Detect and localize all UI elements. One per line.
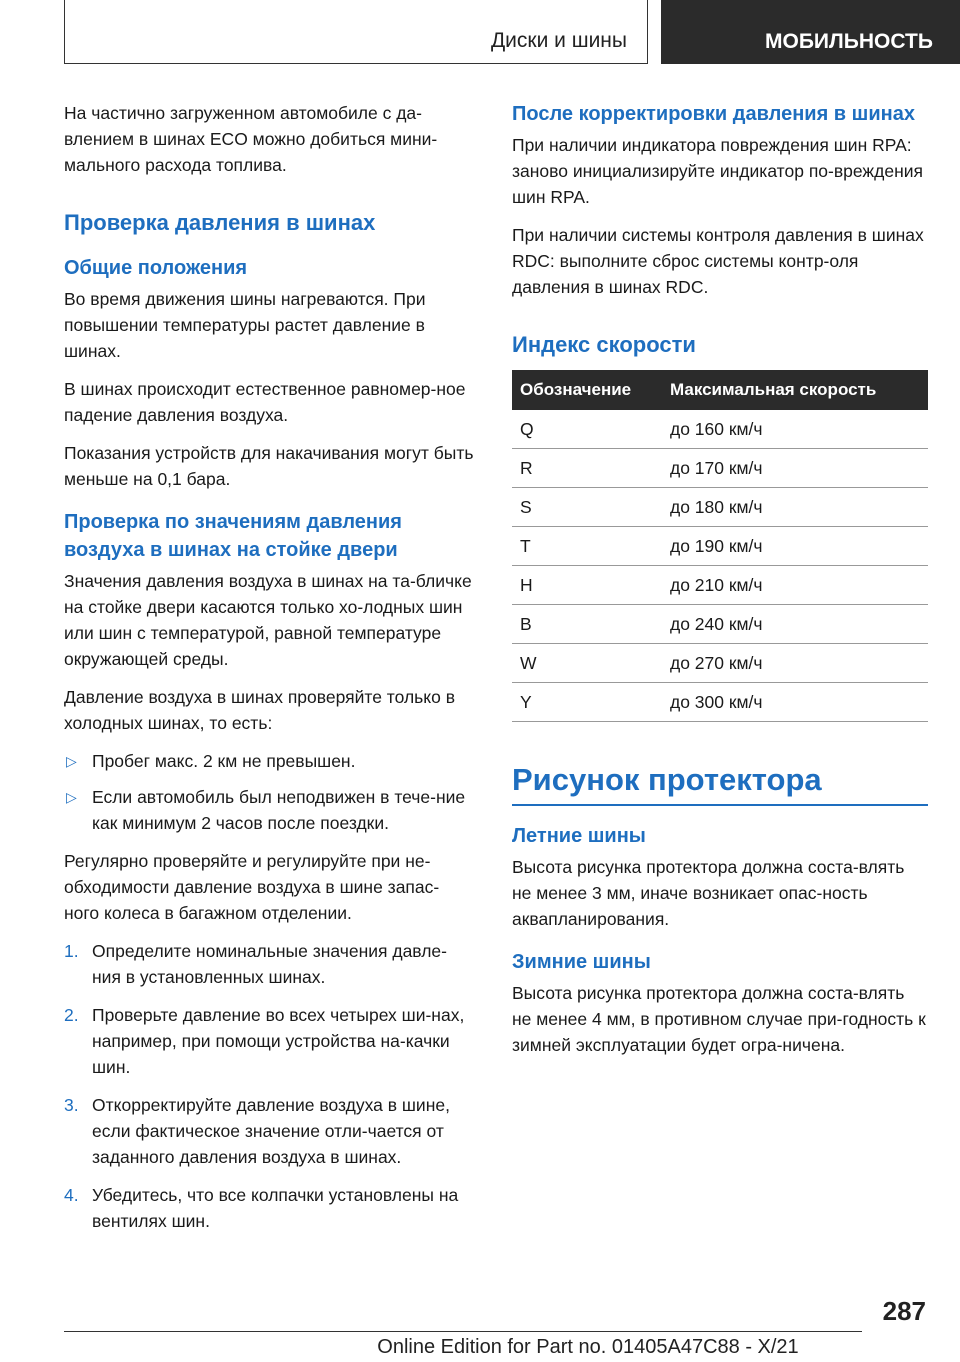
step-number: 4. — [64, 1185, 79, 1205]
door-paragraph-2: Давление воздуха в шинах проверяйте только в холодных шинах, то есть: — [64, 687, 456, 733]
list-item — [64, 784, 474, 836]
left-column — [64, 100, 474, 1246]
table-row — [512, 683, 928, 722]
table-row — [512, 449, 928, 488]
step-text: Откорректируйте давление воздуха в шине, если фактическое значение отли-чается от заданного давления воздуха в шинах. — [92, 1095, 450, 1167]
table-row — [512, 410, 928, 449]
winter-paragraph: Высота рисунка протектора должна соста-влять не менее 4 мм, в противном случае при-годность к зимней эксплуатации будет огра-ничена. — [512, 983, 926, 1055]
heading-summer-tires: Летние шины — [512, 825, 646, 847]
page-number: 287 — [882, 1296, 926, 1326]
speed-code-cell: W — [512, 644, 662, 683]
column-header-max-speed: Максимальная скорость — [662, 370, 928, 410]
step-item — [64, 1092, 474, 1170]
right-column — [512, 100, 928, 1070]
after-paragraph-1: При наличии индикатора повреждения шин RPA: заново инициализируйте индикатор по-вреждения шин RPA. — [512, 135, 923, 207]
speed-code-cell: B — [512, 605, 662, 644]
table-row — [512, 566, 928, 605]
step-number: 2. — [64, 1005, 79, 1025]
heading-winter-tires: Зимние шины — [512, 951, 651, 973]
speed-code-cell: R — [512, 449, 662, 488]
column-header-code: Обозначение — [512, 370, 662, 410]
intro-paragraph: На частично загруженном автомобиле с да-влением в шинах ECO можно добиться мини-мального расхода топлива. — [64, 103, 438, 175]
after-paragraph-2: При наличии системы контроля давления в шинах RDC: выполните сброс системы контр-оля давления в шинах RDC. — [512, 225, 924, 297]
general-paragraph-1: Во время движения шины нагреваются. При повышении температуры растет давление в шинах. — [64, 289, 426, 361]
speed-value-cell: до 170 км/ч — [662, 449, 928, 488]
speed-value-cell: до 240 км/ч — [662, 605, 928, 644]
door-paragraph-1: Значения давления воздуха в шинах на та-бличке на стойке двери касаются только хо-лодных шин или шин с температурой, равной температуре окружающей среды. — [64, 571, 472, 669]
table-row — [512, 488, 928, 527]
heading-speed-index: Индекс скорости — [512, 332, 696, 357]
speed-code-cell: T — [512, 527, 662, 566]
summer-paragraph: Высота рисунка протектора должна соста-влять не менее 3 мм, иначе возникает опас-ность аквапланирования. — [512, 857, 905, 929]
heading-after-correction: После корректировки давления в шинах — [512, 103, 915, 125]
speed-code-cell: H — [512, 566, 662, 605]
general-paragraph-2: В шинах происходит естественное равномер-ное падение давления воздуха. — [64, 379, 466, 425]
header-section-title: Диски и шины — [490, 29, 627, 52]
step-text: Проверьте давление во всех четырех ши-нах, например, при помощи устройства на-качки шин. — [92, 1005, 465, 1077]
step-text: Убедитесь, что все колпачки установлены на вентилях шин. — [92, 1185, 459, 1231]
step-item — [64, 938, 474, 990]
steps-list — [64, 938, 474, 1234]
general-paragraph-3: Показания устройств для накачивания могут быть меньше на 0,1 бара. — [64, 443, 474, 489]
door-paragraph-3: Регулярно проверяйте и регулируйте при не-обходимости давление воздуха в шине запас-ного колеса в багажном отделении. — [64, 851, 440, 923]
heading-door-pillar-values: Проверка по значениям давления воздуха в шинах на стойке двери — [64, 511, 402, 561]
speed-value-cell: до 160 км/ч — [662, 410, 928, 449]
speed-value-cell: до 300 км/ч — [662, 683, 928, 722]
speed-value-cell: до 270 км/ч — [662, 644, 928, 683]
conditions-list — [64, 748, 474, 836]
table-row — [512, 527, 928, 566]
speed-code-cell: Y — [512, 683, 662, 722]
heading-tire-pressure-check: Проверка давления в шинах — [64, 210, 376, 235]
header-section-frame — [64, 0, 648, 64]
speed-code-cell: Q — [512, 410, 662, 449]
header-chapter-tab: МОБИЛЬНОСТЬ — [661, 0, 960, 64]
table-row — [512, 605, 928, 644]
step-item — [64, 1182, 474, 1234]
table-header-row — [512, 370, 928, 410]
heading-general: Общие положения — [64, 257, 248, 279]
list-item-text: Пробег макс. 2 км не превышен. — [92, 751, 356, 771]
speed-value-cell: до 190 км/ч — [662, 527, 928, 566]
step-number: 3. — [64, 1095, 79, 1115]
speed-code-cell: S — [512, 488, 662, 527]
footer-divider — [64, 1331, 862, 1332]
table-row — [512, 644, 928, 683]
step-number: 1. — [64, 941, 79, 961]
footer-edition: Online Edition for Part no. 01405A47C88 - X/21 — [377, 1336, 799, 1358]
list-item — [64, 748, 474, 774]
list-item-text: Если автомобиль был неподвижен в тече-ние как минимум 2 часов после поездки. — [92, 787, 466, 833]
step-text: Определите номинальные значения давле-ния в установленных шинах. — [92, 941, 447, 987]
heading-tread-pattern: Рисунок протектора — [512, 760, 928, 806]
triangle-bullet-icon: ▷ — [66, 753, 77, 769]
speed-value-cell: до 210 км/ч — [662, 566, 928, 605]
step-item — [64, 1002, 474, 1080]
speed-index-table — [512, 370, 928, 722]
speed-value-cell: до 180 км/ч — [662, 488, 928, 527]
triangle-bullet-icon: ▷ — [66, 789, 77, 805]
